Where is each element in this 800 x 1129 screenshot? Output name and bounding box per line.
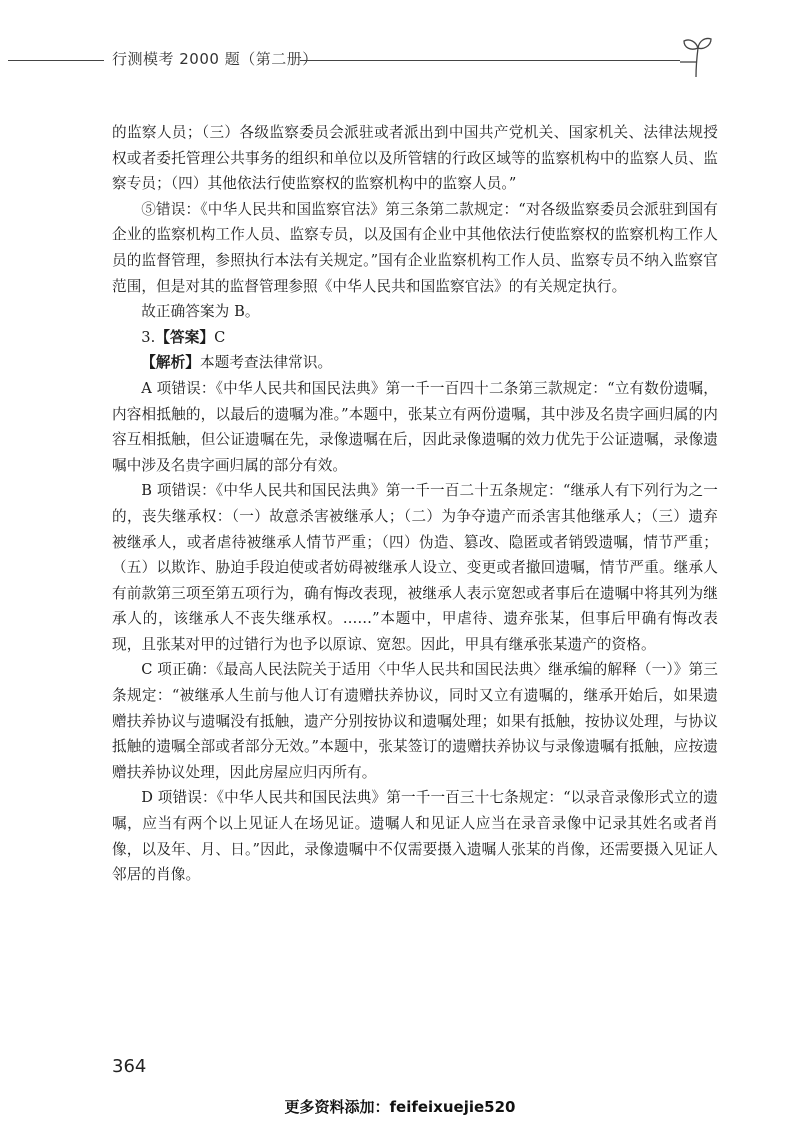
header-rule-right — [300, 60, 680, 61]
paragraph: C 项正确：《最高人民法院关于适用〈中华人民共和国民法典〉继承编的解释（一）》第三条规定：“被继承人生前与他人订有遗赠扶养协议，同时又立有遗嘱的，继承开始后，如果遗赠扶养协议与遗嘱没有抵触，遗产分别按协议和遗嘱处理；如果有抵触，按协议处理，与协议抵触的遗嘱全部或者部分无效。”本题中，张某签订的遗赠扶养协议与录像遗嘱有抵触，应按遗赠扶养协议处理，因此房屋应归丙所有。 — [112, 661, 718, 781]
page-body — [112, 120, 718, 888]
answer-value: C — [214, 328, 226, 346]
header-rule-left — [8, 60, 104, 61]
paragraph: A 项错误：《中华人民共和国民法典》第一千一百四十二条第三款规定：“立有数份遗嘱，内容相抵触的，以最后的遗嘱为准。”本题中，张某立有两份遗嘱，其中涉及名贵字画归属的内容互相抵触，但公证遗嘱在先，录像遗嘱在后，因此录像遗嘱的效力优先于公证遗嘱，录像遗嘱中涉及名贵字画归属的部分有效。 — [112, 379, 718, 474]
book-title: 行测模考 2000 题（第二册） — [112, 50, 318, 68]
paragraph: B 项错误：《中华人民共和国民法典》第一千一百二十五条规定：“继承人有下列行为之一的，丧失继承权：（一）故意杀害被继承人；（二）为争夺遗产而杀害其他继承人；（三）遗弃被继承人，或者虐待被继承人情节严重；（四）伪造、篡改、隐匿或者销毁遗嘱，情节严重；（五）以欺诈、胁迫手段迫使或者妨碍被继承人设立、变更或者撤回遗嘱，情节严重。继承人有前款第三项至第五项行为，确有悔改表现，被继承人表示宽恕或者事后在遗嘱中将其列为继承人的，该继承人不丧失继承权。……”本题中，甲虐待、遗弃张某，但事后甲确有悔改表现，且张某对甲的过错行为也予以原谅、宽恕。因此，甲具有继承张某遗产的资格。 — [112, 482, 718, 653]
paragraph: 的监察人员；（三）各级监察委员会派驻或者派出到中国共产党机关、国家机关、法律法规授权或者委托管理公共事务的组织和单位以及所管辖的行政区域等的监察机构中的监察人员、监察专员；（四）其他依法行使监察权的监察机构中的监察人员。” — [112, 124, 718, 193]
paragraph: ⑤错误：《中华人民共和国监察官法》第三条第二款规定：“对各级监察委员会派驻到国有企业的监察机构工作人员、监察专员，以及国有企业中其他依法行使监察权的监察机构工作人员的监督管理，参照执行本法有关规定。”国有企业监察机构工作人员、监察专员不纳入监察官范围，但是对其的监督管理参照《中华人民共和国监察官法》的有关规定执行。 — [112, 200, 718, 295]
answer-label: 【答案】 — [155, 328, 215, 346]
paragraph: D 项错误：《中华人民共和国民法典》第一千一百三十七条规定：“以录音录像形式立的遗嘱，应当有两个以上见证人在场见证。遗嘱人和见证人应当在录音录像中记录其姓名或者肖像，以及年、月、日。”因此，录像遗嘱中不仅需要摄入遗嘱人张某的肖像，还需要摄入见证人邻居的肖像。 — [112, 789, 718, 884]
running-header — [0, 28, 800, 98]
footer-watermark: 更多资料添加：feifeixuejie520 — [284, 1098, 516, 1116]
question-number: 3. — [141, 328, 156, 346]
page-number: 364 — [112, 1056, 147, 1077]
analysis-label: 【解析】 — [141, 354, 200, 372]
answer-line — [112, 325, 718, 351]
analysis-line — [112, 350, 718, 376]
paragraph: 故正确答案为 B。 — [141, 303, 260, 321]
analysis-text: 本题考查法律常识。 — [199, 354, 333, 372]
sprout-ornament-icon — [676, 30, 720, 80]
